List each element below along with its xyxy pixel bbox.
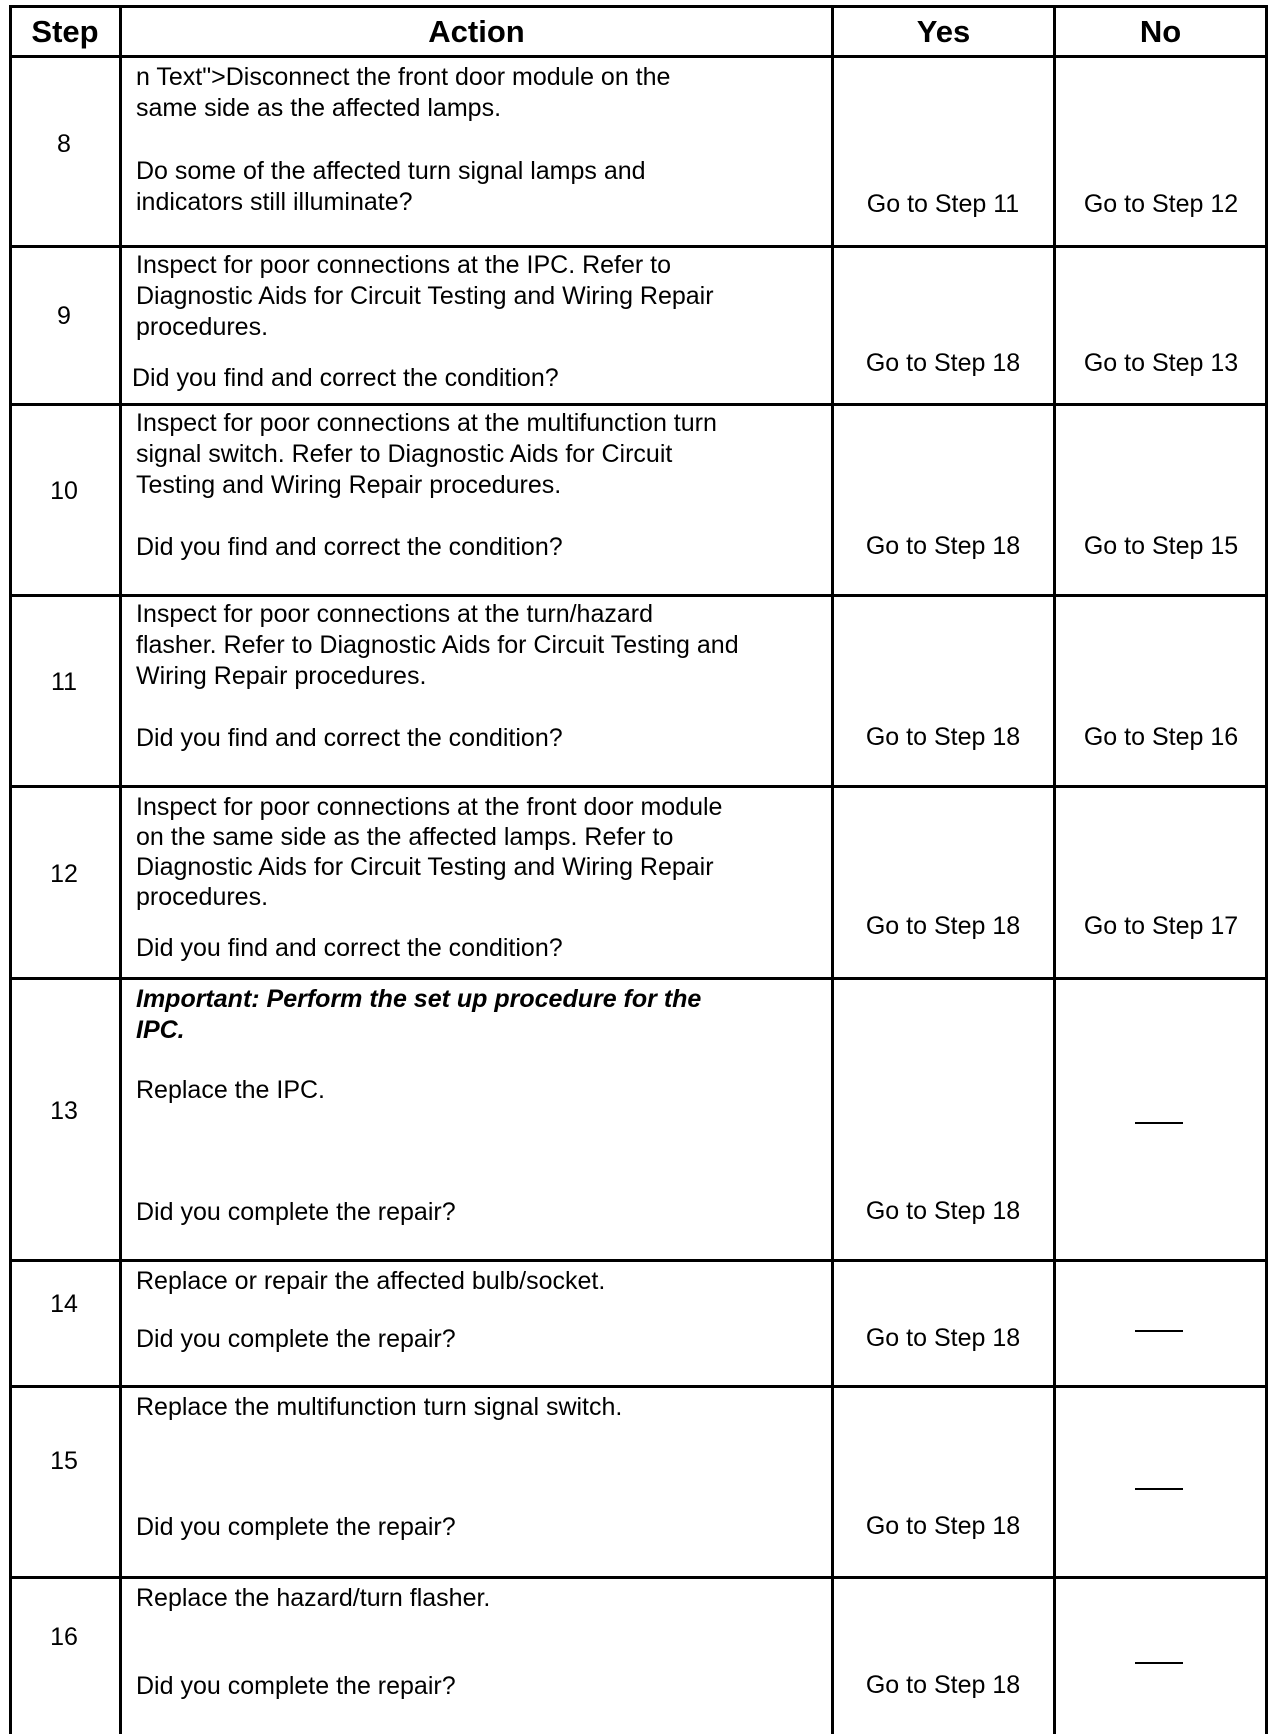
action-question: Did you complete the repair? xyxy=(136,1672,456,1700)
header-step: Step xyxy=(31,14,99,49)
yes-result: Go to Step 11 xyxy=(866,190,1020,218)
yes-result: Go to Step 18 xyxy=(865,912,1021,940)
step-number: 11 xyxy=(51,668,77,696)
no-result-empty-dash xyxy=(1135,1488,1183,1490)
action-question: Did you complete the repair? xyxy=(136,1513,456,1541)
no-result: Go to Step 15 xyxy=(1083,532,1239,560)
yes-result: Go to Step 18 xyxy=(865,723,1021,751)
no-result: Go to Step 12 xyxy=(1083,190,1239,218)
yes-result: Go to Step 18 xyxy=(865,1197,1021,1225)
yes-result: Go to Step 18 xyxy=(865,349,1021,377)
step-number: 14 xyxy=(50,1290,78,1318)
step-number: 12 xyxy=(50,860,78,888)
step-number: 16 xyxy=(50,1623,78,1651)
no-result: Go to Step 16 xyxy=(1083,723,1239,751)
table-row xyxy=(9,788,1268,977)
no-result-empty-dash xyxy=(1135,1122,1183,1124)
action-instruction: Inspect for poor connections at the IPC. Refer to Diagnostic Aids for Circuit Testing and Wiring Repair procedures. xyxy=(136,251,714,341)
yes-result: Go to Step 18 xyxy=(865,1671,1021,1699)
diagnostic-table xyxy=(9,5,1268,1734)
table-row xyxy=(9,1262,1268,1385)
table-row xyxy=(9,406,1268,594)
header-action: Action xyxy=(428,14,525,49)
action-instruction: Replace the multifunction turn signal switch. xyxy=(136,1393,623,1421)
action-question: Did you complete the repair? xyxy=(136,1198,456,1226)
action-instruction: Replace the hazard/turn flasher. xyxy=(136,1584,491,1612)
step-number: 10 xyxy=(50,477,78,505)
action-instruction: Inspect for poor connections at the multifunction turn signal switch. Refer to Diagnostic Aids for Circuit Testing and Wiring Repair procedures. xyxy=(136,409,717,499)
step-number: 9 xyxy=(57,302,71,330)
table-row xyxy=(9,1579,1268,1734)
action-question: Did you complete the repair? xyxy=(136,1325,456,1353)
action-question: Do some of the affected turn signal lamps and indicators still illuminate? xyxy=(136,157,646,216)
header-no: No xyxy=(1139,14,1182,49)
yes-result: Go to Step 18 xyxy=(865,532,1021,560)
action-question: Did you find and correct the condition? xyxy=(136,724,563,752)
action-instruction: Inspect for poor connections at the front door module on the same side as the affected lamps. Refer to Diagnostic Aids for Circuit Testing and Wiring Repair procedures. xyxy=(136,793,723,911)
action-instruction: Replace or repair the affected bulb/socket. xyxy=(136,1267,606,1295)
no-result: Go to Step 13 xyxy=(1083,349,1239,377)
important-note: Important: Perform the set up procedure for the IPC. xyxy=(136,985,702,1044)
step-number: 8 xyxy=(57,130,71,158)
no-result: Go to Step 17 xyxy=(1083,912,1239,940)
action-question: Did you find and correct the condition? xyxy=(136,533,563,561)
action-question: Did you find and correct the condition? xyxy=(132,364,559,392)
yes-result: Go to Step 18 xyxy=(865,1324,1021,1352)
action-instruction: Replace the IPC. xyxy=(136,1076,325,1104)
table-row xyxy=(9,597,1268,785)
table-row xyxy=(9,980,1268,1259)
table-row xyxy=(9,58,1268,245)
table-row xyxy=(9,1388,1268,1576)
action-instruction: n Text">Disconnect the front door module on the same side as the affected lamps. xyxy=(136,63,671,122)
header-yes: Yes xyxy=(916,14,971,49)
action-question: Did you find and correct the condition? xyxy=(136,934,563,962)
action-instruction: Inspect for poor connections at the turn/hazard flasher. Refer to Diagnostic Aids for Circuit Testing and Wiring Repair procedures. xyxy=(136,600,739,690)
no-result-empty-dash xyxy=(1135,1330,1183,1332)
table-row xyxy=(9,248,1268,403)
yes-result: Go to Step 18 xyxy=(865,1512,1021,1540)
step-number: 15 xyxy=(50,1447,78,1475)
no-result-empty-dash xyxy=(1135,1662,1183,1664)
step-number: 13 xyxy=(50,1097,78,1125)
